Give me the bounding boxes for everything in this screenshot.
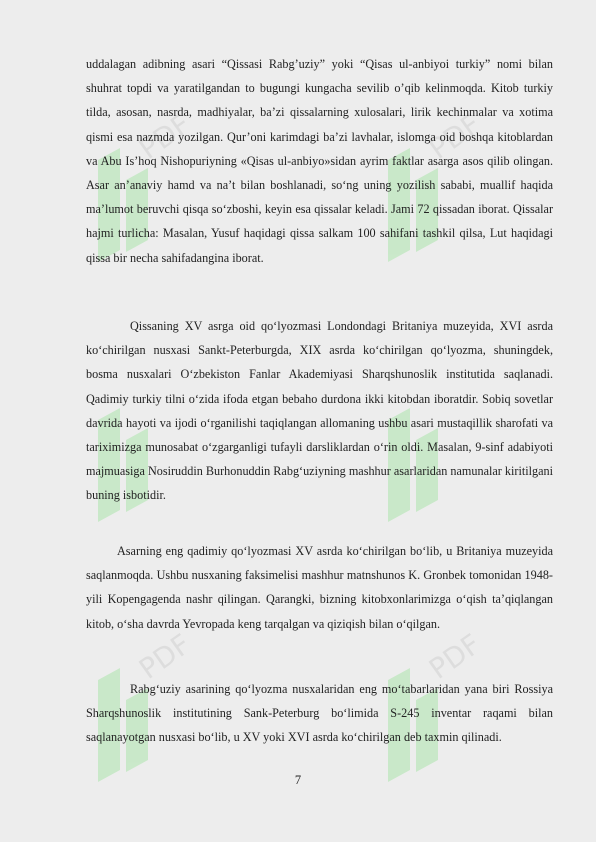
paragraph-petersburg-copy: Rabg‘uziy asarining qo‘lyozma nusxalaridan eng mo‘tabarlaridan yana biri Rossiya Sharqshunoslik institutining Sank-Peterburg bo‘limida S-245 inventar raqami bilan saqlanayotgan nusxasi bo‘lib, u XV yoki XVI asrda ko‘chirilgan deb taxmin qilinadi. <box>86 682 553 745</box>
page-number: 7 <box>294 773 302 787</box>
svg-text:PDF: PDF <box>133 627 197 686</box>
svg-text:PDF: PDF <box>133 107 197 166</box>
paragraph-oldest-copy: Asarning eng qadimiy qo‘lyozmasi XV asrda ko‘chirilgan bo‘lib, u Britaniya muzeyida saqlanmoqda. Ushbu nusxaning faksimelisi mashhur matnshunos K. Gronbek tomonidan 1948-yili Kopengagenda nashr qilingan. Qarangki, bizning kitobxonlarimizga o‘qish ta’qiqlangan kitob, o‘sha davrda Yevropada keng tarqalgan va qiziqish bilan o‘qilgan. <box>86 544 553 631</box>
paragraph-intro: uddalagan adibning asari “Qissasi Rabg’uziy” yoki “Qisas ul-anbiyoi turkiy” nomi bilan shuhrat topdi va yaratilgandan to bugungi kungacha sevilib o’qib kelinmoqda. Kitob turkiy tilda, asosan, nasrda, madhiyalar, ba’zi qissalarning xulosalari, lirik kechinmalar va xotima qismi esa nazmda yozilgan. Qur’oni karimdagi ba’zi lavhalar, islomga oid boshqa kitoblardan va Abu Is’hoq Nishopuriyning «Qisas ul-anbiyo»sidan ayrim faktlar asarga asos qilib olingan. Asar an’anaviy hamd va na’t bilan boshlanadi, so‘ng uning yozilish sababi, muallif haqida ma’lumot beruvchi qisqa so‘zboshi, keyin esa qissalar keladi. Jami 72 qissadan iborat. Qissalar hajmi turlicha: Masalan, Yusuf haqidagi qissa salkam 100 sahifani tashkil qilsa, Lut haqidagi qissa bir necha sahifadangina iborat. <box>86 57 553 265</box>
svg-text:PDF: PDF <box>423 107 487 166</box>
svg-text:PDF: PDF <box>423 627 487 686</box>
paragraph-manuscripts: Qissaning XV asrga oid qo‘lyozmasi Londondagi Britaniya muzeyida, XVI asrda ko‘chirilgan nusxasi Sankt-Peterburgda, XIX asrda ko‘chirilgan qo‘lyozma, shuningdek, bosma nusxalari O‘zbekiston Fanlar Akademiyasi Sharqshunoslik institutida saqlanadi. Qadimiy turkiy tilni o‘zida ifoda etgan bebaho durdona ikki kitobdan iboratdir. Sobiq sovetlar davrida hayoti va ijodi o‘rganilishi taqiqlangan allomaning ushbu asari mustaqillik sharofati va tariximizga munosabat o‘zgarganligi tufayli darsliklardan o‘rin oldi. Masalan, 9-sinf adabiyoti majmuasiga Nosiruddin Burhonuddin Rabg‘uziyning mashhur asarlaridan namunalar kiritilgani buning isbotidir. <box>86 319 553 503</box>
